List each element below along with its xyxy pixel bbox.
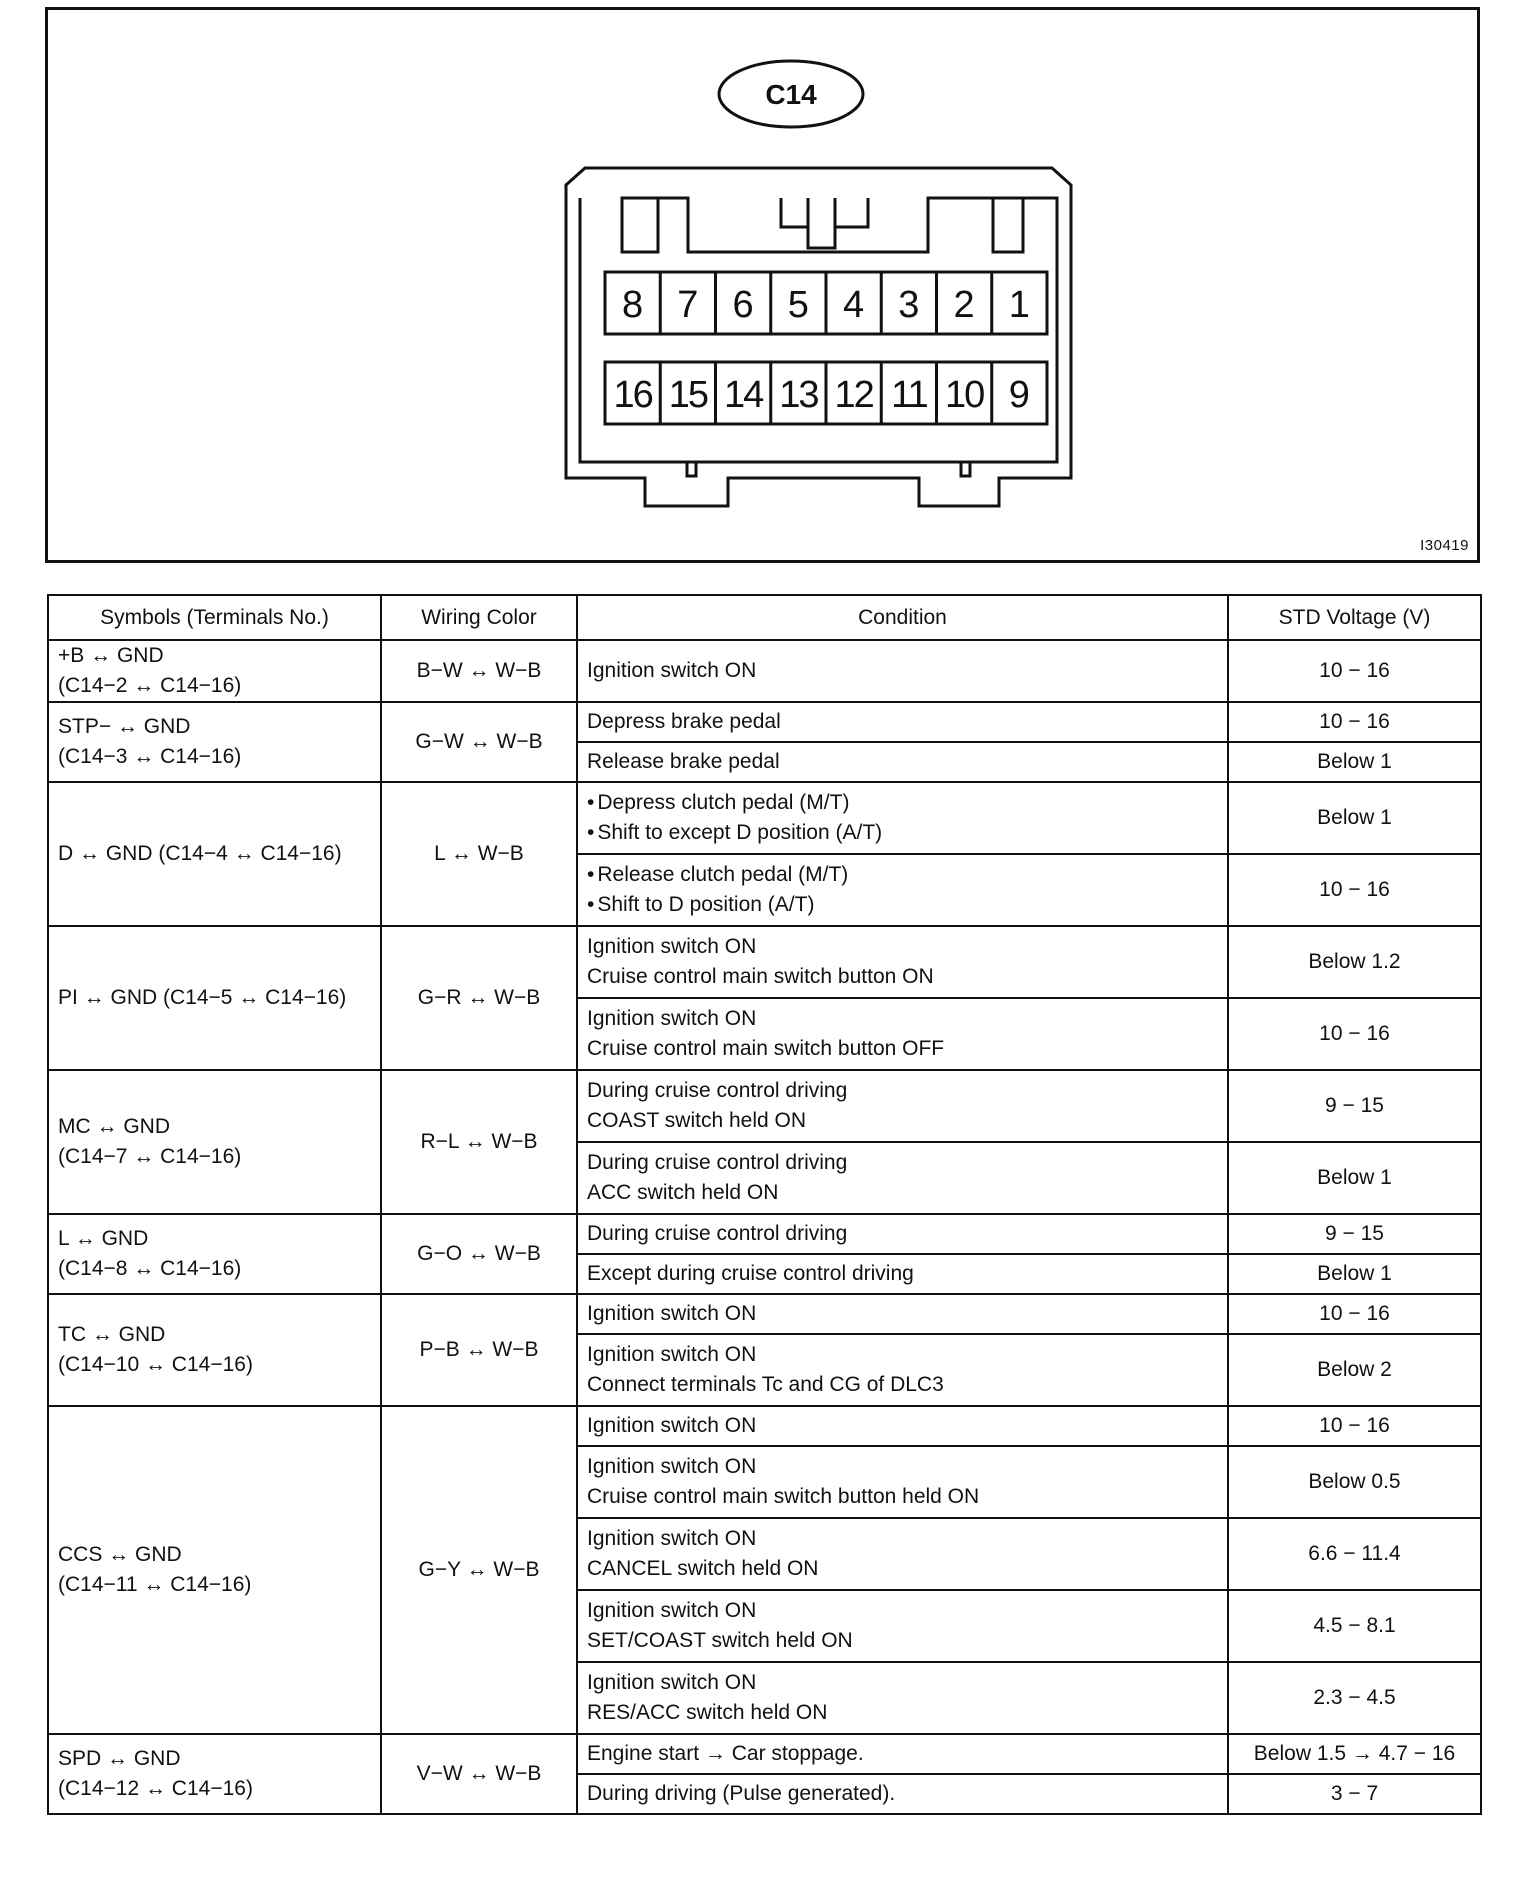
pin-number: 5 [787, 284, 809, 326]
connector-diagram [45, 7, 1480, 563]
condition-text: SET/COAST switch held ON [587, 1629, 853, 1652]
std-voltage-cell: 10 − 16 [1228, 1406, 1481, 1446]
std-voltage-cell: Below 1 [1228, 742, 1481, 782]
terminal-symbol-cell [48, 926, 381, 1070]
condition-text: Connect terminals Tc and CG of DLC3 [587, 1373, 944, 1396]
condition-text: COAST switch held ON [587, 1109, 807, 1132]
std-voltage-cell: 6.6 − 11.4 [1228, 1518, 1481, 1590]
condition-text: ACC switch held ON [587, 1181, 779, 1204]
condition-text: • Depress clutch pedal (M/T) [587, 788, 1218, 818]
condition-cell [577, 1070, 1228, 1142]
table-row [48, 702, 1481, 742]
condition-text: CANCEL switch held ON [587, 1557, 819, 1580]
condition-text: RES/ACC switch held ON [587, 1701, 828, 1724]
table-row [48, 1214, 1481, 1254]
condition-cell [577, 1774, 1228, 1814]
std-voltage-cell: 10 − 16 [1228, 1294, 1481, 1334]
terminal-symbol-cell [48, 702, 381, 782]
std-voltage-cell: 10 − 16 [1228, 640, 1481, 702]
condition-text: Except during cruise control driving [587, 1262, 914, 1285]
condition-text: During cruise control driving [587, 1222, 848, 1245]
terminal-symbol-cell [48, 1294, 381, 1406]
condition-cell [577, 1662, 1228, 1734]
condition-text: Cruise control main switch button OFF [587, 1037, 945, 1060]
connector-label: C14 [765, 79, 817, 110]
table-row [48, 1070, 1481, 1142]
terminal-voltage-table [47, 594, 1482, 1815]
condition-cell [577, 1406, 1228, 1446]
wiring-color-cell: G−W ↔ W−B [381, 702, 577, 782]
condition-text: Ignition switch ON [587, 1414, 757, 1437]
header-std-voltage: STD Voltage (V) [1228, 595, 1481, 640]
terminal-symbol-cell [48, 640, 381, 702]
condition-text: Ignition switch ON [587, 935, 757, 958]
connector-latch [781, 198, 868, 248]
std-voltage-cell: Below 1.5 → 4.7 − 16 [1228, 1734, 1481, 1774]
wiring-color-cell: L ↔ W−B [381, 782, 577, 926]
pin-number: 8 [622, 284, 644, 326]
terminal-symbol-text: CCS ↔ GND [58, 1543, 182, 1566]
table-row [48, 1406, 1481, 1446]
condition-text: Engine start → Car stoppage. [587, 1742, 864, 1765]
condition-cell [577, 1334, 1228, 1406]
pin-number: 1 [1008, 284, 1030, 326]
condition-cell [577, 926, 1228, 998]
pin-number: 7 [677, 284, 699, 326]
pin-number: 13 [779, 374, 818, 416]
condition-cell [577, 1518, 1228, 1590]
terminal-symbol-text: SPD ↔ GND [58, 1747, 181, 1770]
condition-text: During cruise control driving [587, 1151, 848, 1174]
header-condition: Condition [577, 595, 1228, 640]
pin-number: 11 [891, 374, 927, 416]
terminal-symbol-cell [48, 782, 381, 926]
table-row [48, 926, 1481, 998]
terminal-symbol-text: (C14−3 ↔ C14−16) [58, 745, 242, 768]
condition-cell [577, 1254, 1228, 1294]
pin-number: 14 [723, 374, 763, 416]
condition-cell [577, 1142, 1228, 1214]
table-row [48, 640, 1481, 702]
terminal-symbol-text: TC ↔ GND [58, 1323, 166, 1346]
condition-cell [577, 1590, 1228, 1662]
wiring-color-cell: G−Y ↔ W−B [381, 1406, 577, 1734]
table-row [48, 782, 1481, 854]
std-voltage-cell: Below 1 [1228, 1142, 1481, 1214]
pin-number: 15 [668, 374, 708, 416]
terminal-symbol-text: (C14−10 ↔ C14−16) [58, 1353, 253, 1376]
header-wiring-color: Wiring Color [381, 595, 577, 640]
condition-cell [577, 1734, 1228, 1774]
std-voltage-cell: Below 0.5 [1228, 1446, 1481, 1518]
condition-text: Ignition switch ON [587, 659, 757, 682]
terminal-symbol-text: +B ↔ GND [58, 644, 164, 667]
wiring-color-cell: V−W ↔ W−B [381, 1734, 577, 1814]
condition-cell [577, 640, 1228, 702]
std-voltage-cell: 10 − 16 [1228, 702, 1481, 742]
header-symbols: Symbols (Terminals No.) [48, 595, 381, 640]
std-voltage-cell: 10 − 16 [1228, 998, 1481, 1070]
figure-code: I30419 [1420, 537, 1469, 554]
pin-number: 12 [834, 374, 873, 416]
condition-cell [577, 998, 1228, 1070]
std-voltage-cell: Below 1 [1228, 1254, 1481, 1294]
condition-cell [577, 782, 1228, 854]
condition-text: During cruise control driving [587, 1079, 848, 1102]
condition-text: During driving (Pulse generated). [587, 1782, 896, 1805]
terminal-symbol-text: D ↔ GND (C14−4 ↔ C14−16) [58, 842, 342, 865]
condition-text: • Shift to except D position (A/T) [587, 818, 1218, 848]
condition-text: Release brake pedal [587, 750, 780, 773]
terminal-symbol-cell [48, 1070, 381, 1214]
terminal-symbol-text: PI ↔ GND (C14−5 ↔ C14−16) [58, 986, 347, 1009]
pin-number: 9 [1008, 374, 1030, 416]
voltage-table-container [47, 594, 1480, 1815]
std-voltage-cell: 9 − 15 [1228, 1070, 1481, 1142]
terminal-symbol-text: L ↔ GND [58, 1227, 149, 1250]
std-voltage-cell: 4.5 − 8.1 [1228, 1590, 1481, 1662]
connector-c14-drawing [48, 10, 1477, 560]
condition-cell [577, 742, 1228, 782]
wiring-color-cell: G−R ↔ W−B [381, 926, 577, 1070]
pin-number: 16 [613, 374, 652, 416]
pin-number: 3 [898, 284, 920, 326]
connector-inner-housing [580, 198, 1057, 462]
condition-text: Ignition switch ON [587, 1007, 757, 1030]
terminal-symbol-cell [48, 1406, 381, 1734]
terminal-symbol-cell [48, 1214, 381, 1294]
wiring-color-cell: B−W ↔ W−B [381, 640, 577, 702]
condition-text: Ignition switch ON [587, 1343, 757, 1366]
std-voltage-cell: 3 − 7 [1228, 1774, 1481, 1814]
condition-text: Cruise control main switch button held ON [587, 1485, 980, 1508]
wiring-color-cell: P−B ↔ W−B [381, 1294, 577, 1406]
terminal-symbol-text: STP− ↔ GND [58, 715, 191, 738]
condition-cell [577, 854, 1228, 926]
condition-text: • Release clutch pedal (M/T) [587, 860, 1218, 890]
wiring-color-cell: R−L ↔ W−B [381, 1070, 577, 1214]
terminal-symbol-text: (C14−11 ↔ C14−16) [58, 1573, 252, 1596]
condition-text: Ignition switch ON [587, 1599, 757, 1622]
condition-text: • Shift to D position (A/T) [587, 890, 1218, 920]
pin-number: 6 [732, 284, 754, 326]
table-row [48, 1734, 1481, 1774]
terminal-symbol-text: (C14−2 ↔ C14−16) [58, 674, 242, 697]
pin-number: 4 [843, 284, 865, 326]
terminal-symbol-cell [48, 1734, 381, 1814]
std-voltage-cell: Below 1.2 [1228, 926, 1481, 998]
std-voltage-cell: 10 − 16 [1228, 854, 1481, 926]
wiring-color-cell: G−O ↔ W−B [381, 1214, 577, 1294]
table-header-row [48, 595, 1481, 640]
condition-cell [577, 1446, 1228, 1518]
condition-text: Ignition switch ON [587, 1302, 757, 1325]
std-voltage-cell: 2.3 − 4.5 [1228, 1662, 1481, 1734]
condition-text: Cruise control main switch button ON [587, 965, 934, 988]
terminal-symbol-text: (C14−8 ↔ C14−16) [58, 1257, 242, 1280]
std-voltage-cell: Below 1 [1228, 782, 1481, 854]
condition-cell [577, 1214, 1228, 1254]
condition-cell [577, 702, 1228, 742]
table-row [48, 1294, 1481, 1334]
pin-number: 10 [944, 374, 984, 416]
std-voltage-cell: 9 − 15 [1228, 1214, 1481, 1254]
condition-text: Depress brake pedal [587, 710, 781, 733]
pin-number: 2 [953, 284, 975, 326]
terminal-symbol-text: (C14−7 ↔ C14−16) [58, 1145, 242, 1168]
condition-text: Ignition switch ON [587, 1671, 757, 1694]
condition-cell [577, 1294, 1228, 1334]
connector-housing [566, 168, 1071, 506]
terminal-symbol-text: (C14−12 ↔ C14−16) [58, 1777, 253, 1800]
condition-text: Ignition switch ON [587, 1455, 757, 1478]
terminal-symbol-text: MC ↔ GND [58, 1115, 170, 1138]
std-voltage-cell: Below 2 [1228, 1334, 1481, 1406]
condition-text: Ignition switch ON [587, 1527, 757, 1550]
